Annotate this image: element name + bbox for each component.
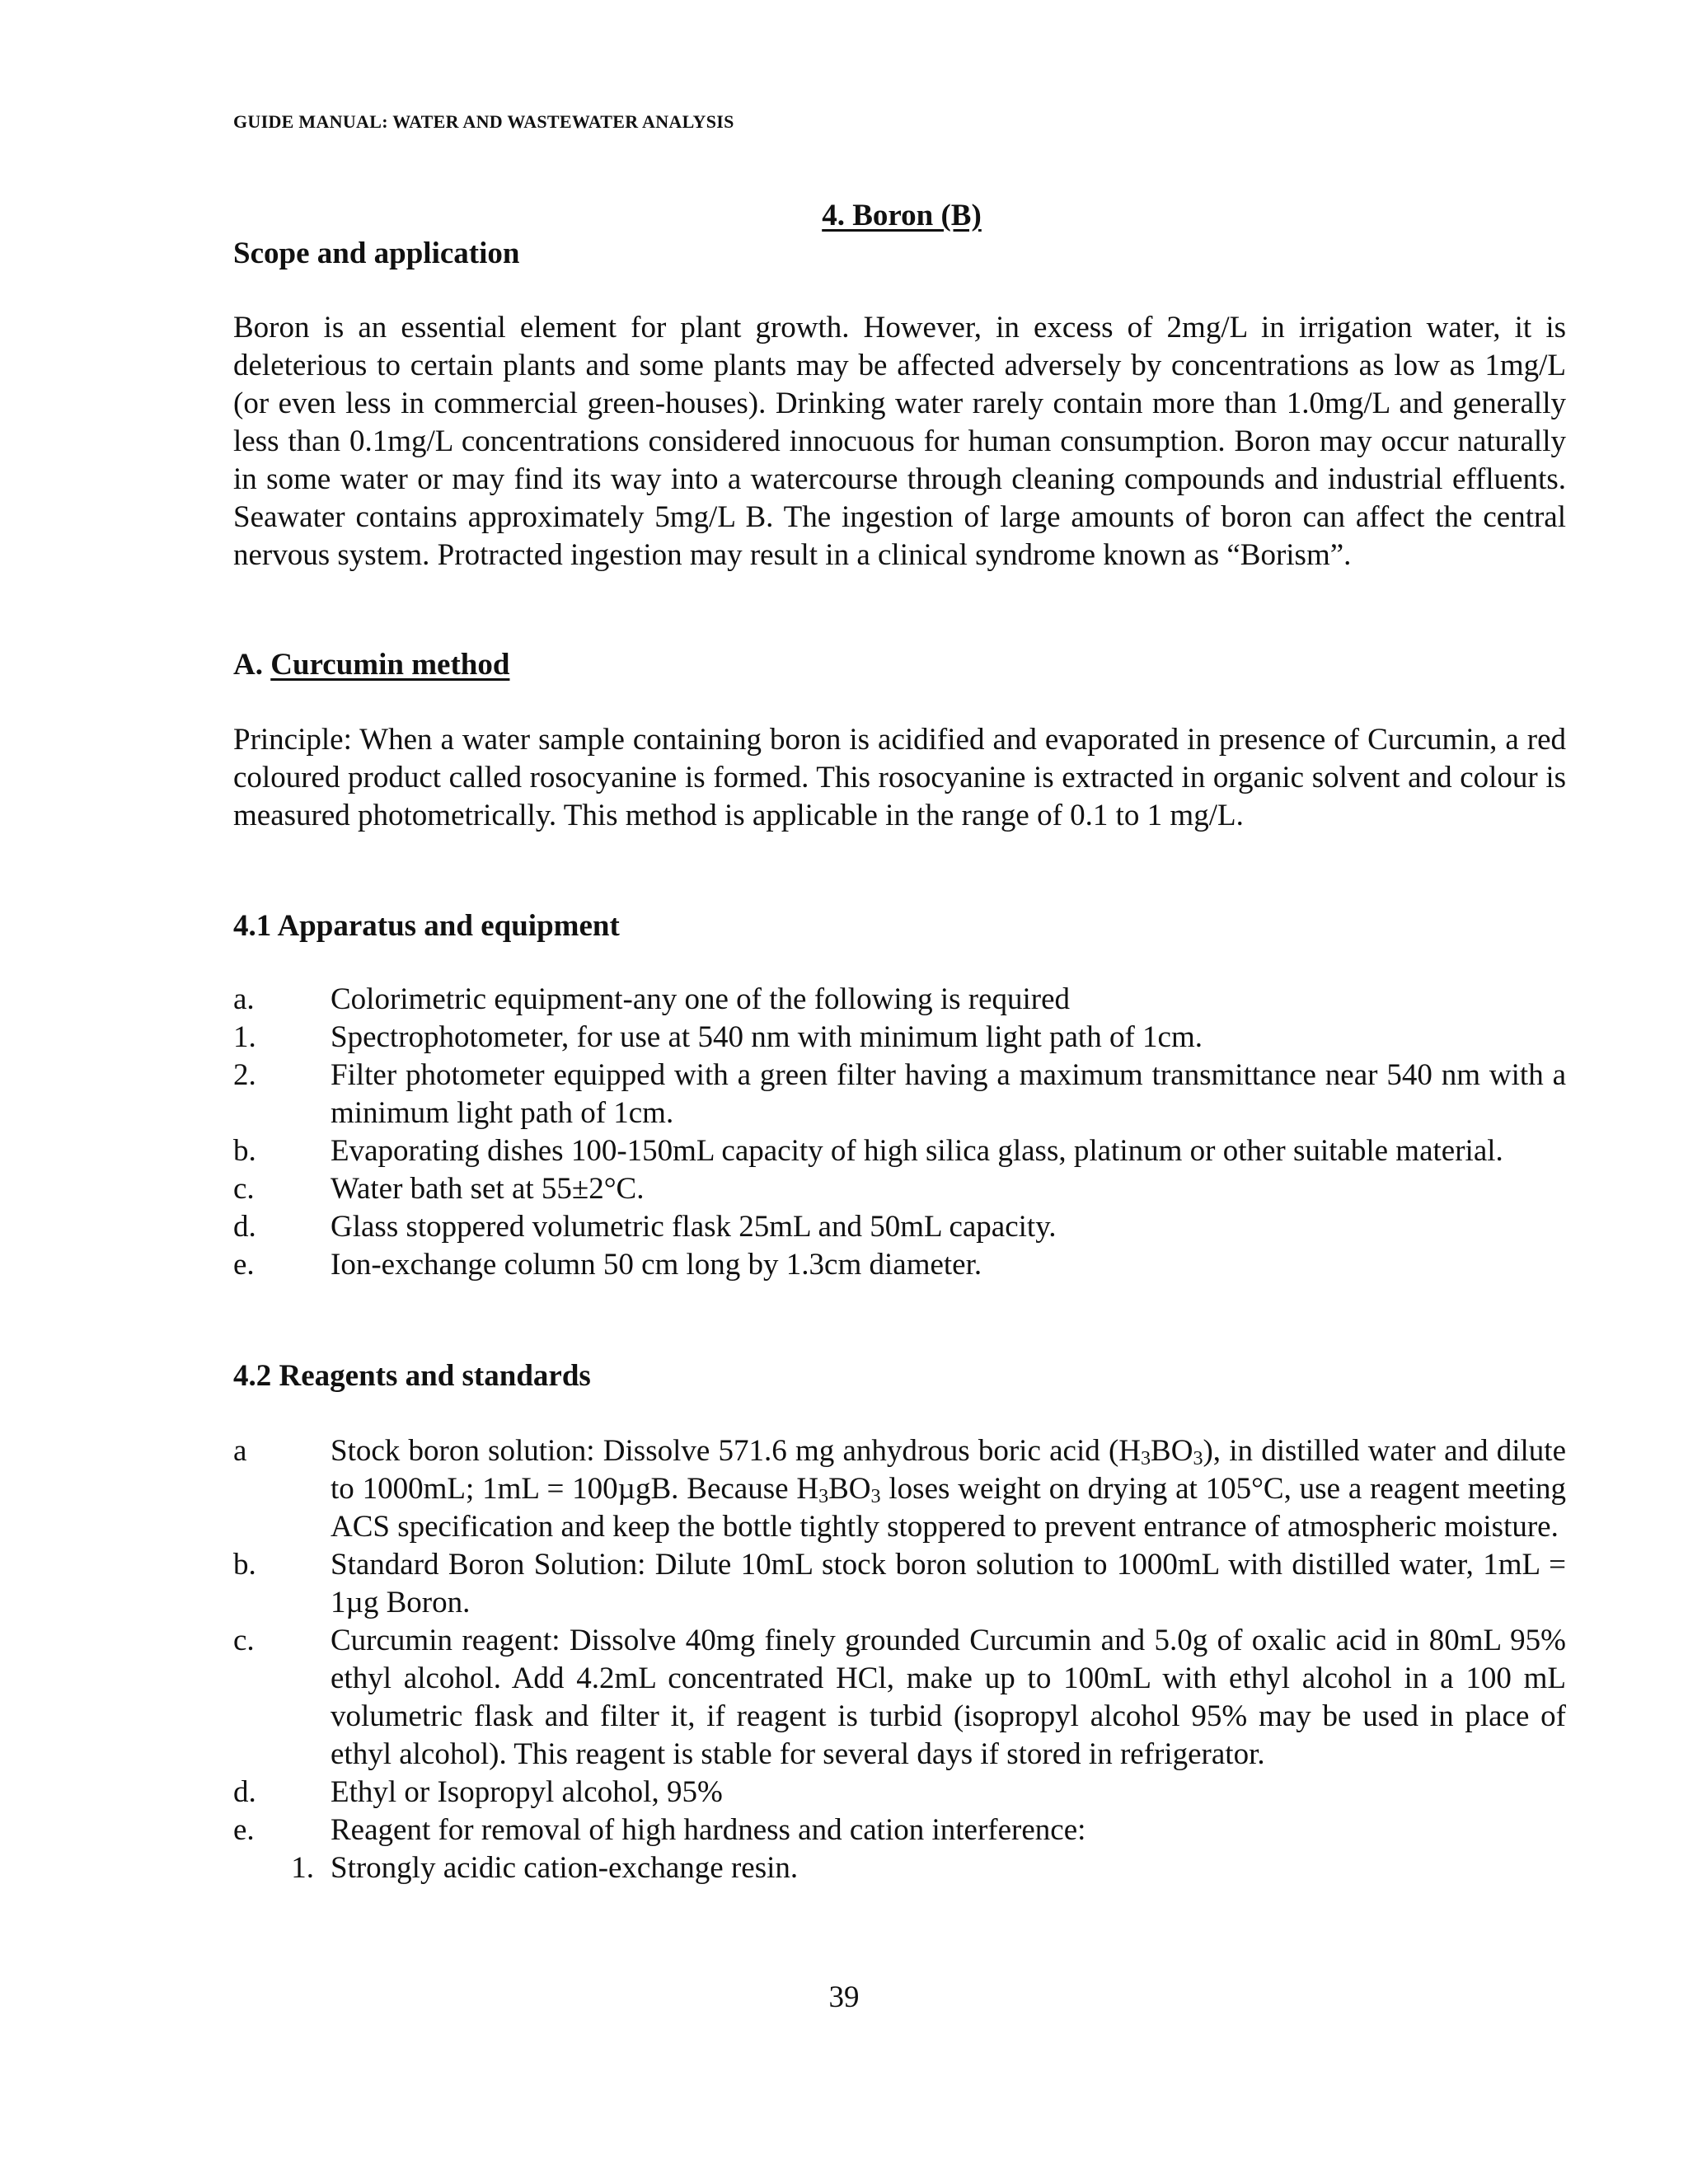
list-marker: e.: [233, 1248, 255, 1282]
method-heading: [233, 647, 509, 682]
list-marker: c.: [233, 1172, 255, 1206]
list-item: [233, 1774, 1566, 1811]
text-run: ), in distilled water and dilute to 1000mL; 1mL = 100µgB. Because H: [331, 1434, 1567, 1506]
text-run: loses weight on drying at 105°C, use a reagent meeting ACS specification and keep the bottle tightly stoppered to prevent entrance of atmospheric moisture.: [331, 1472, 1566, 1544]
reagents-list: [233, 1432, 1566, 1887]
list-item-text: Strongly acidic cation-exchange resin.: [331, 1851, 799, 1885]
principle-paragraph: Principle: When a water sample containing boron is acidified and evaporated in presence of Curcumin, a red coloured product called rosocyanine is formed. This rosocyanine is extracted in organic solvent and colour is measured photometrically. This method is applicable in the range of 0.1 to 1 mg/L.: [233, 723, 1566, 832]
reagents-heading: 4.2 Reagents and standards: [233, 1359, 591, 1393]
list-item-text: [331, 1432, 1566, 1546]
subscript: 3: [1141, 1447, 1151, 1469]
list-item-text: Colorimetric equipment-any one of the following is required: [331, 982, 1071, 1016]
list-item: [233, 1057, 1566, 1132]
text-run: Stock boron solution: Dissolve 571.6 mg anhydrous boric acid (H: [331, 1434, 1141, 1468]
scope-heading: Scope and application: [233, 237, 520, 270]
list-marker: 1.: [233, 1020, 256, 1054]
list-item: [233, 1432, 1566, 1546]
list-item-text: Ion-exchange column 50 cm long by 1.3cm diameter.: [331, 1248, 982, 1282]
list-item-text: Evaporating dishes 100-150mL capacity of high silica glass, platinum or other suitable material.: [331, 1134, 1503, 1168]
apparatus-list: [233, 981, 1566, 1284]
list-marker: 1.: [291, 1851, 314, 1885]
list-item: [233, 1019, 1566, 1057]
method-prefix: A.: [233, 648, 271, 682]
list-item-text: Reagent for removal of high hardness and cation interference:: [331, 1813, 1086, 1847]
list-marker: 2.: [233, 1058, 256, 1092]
list-item-text: Standard Boron Solution: Dilute 10mL stock boron solution to 1000mL with distilled water, 1mL = 1µg Boron.: [331, 1548, 1566, 1619]
text-run: BO: [828, 1472, 871, 1506]
subscript: 3: [1193, 1447, 1203, 1469]
list-item: [233, 1546, 1566, 1622]
list-item: [233, 1208, 1566, 1246]
list-item: [233, 1170, 1566, 1208]
list-item: [233, 1849, 1566, 1887]
list-marker: c.: [233, 1624, 255, 1657]
section-title-text: 4. Boron (B): [822, 199, 982, 232]
running-header: GUIDE MANUAL: WATER AND WASTEWATER ANALYSIS: [233, 111, 734, 132]
method-title: Curcumin method: [270, 648, 510, 682]
text-run: BO: [1151, 1434, 1193, 1468]
list-marker: b.: [233, 1134, 256, 1168]
page-number: 39: [828, 1980, 860, 2014]
list-item-text: Water bath set at 55±2°C.: [331, 1172, 645, 1206]
list-item: [233, 1246, 1566, 1284]
subscript: 3: [870, 1485, 881, 1507]
section-title: [0, 198, 1688, 233]
list-item: [233, 1622, 1566, 1774]
list-marker: e.: [233, 1813, 255, 1847]
list-marker: d.: [233, 1775, 256, 1809]
list-item-text: Curcumin reagent: Dissolve 40mg finely grounded Curcumin and 5.0g of oxalic acid in 80mL 95% ethyl alcohol. Add 4.2mL concentrated HCl, make up to 100mL with ethyl alcohol in a 100 mL volumetric flask and filter it, if reagent is turbid (isopropyl alcohol 95% may be used in place of ethyl alcohol). This reagent is stable for several days if stored in refrigerator.: [331, 1624, 1566, 1771]
list-marker: b.: [233, 1548, 256, 1582]
list-item: [233, 1811, 1566, 1849]
scope-paragraph: Boron is an essential element for plant growth. However, in excess of 2mg/L in irrigation water, it is deleterious to certain plants and some plants may be affected adversely by concentrations as low as 1mg/L (or even less in commercial green-houses). Drinking water rarely contain more than 1.0mg/L and generally less than 0.1mg/L concentrations considered innocuous for human consumption. Boron may occur naturally in some water or may find its way into a watercourse through cleaning compounds and industrial effluents. Seawater contains approximately 5mg/L B. The ingestion of large amounts of boron can affect the central nervous system. Protracted ingestion may result in a clinical syndrome known as “Borism”.: [233, 311, 1566, 572]
list-marker: d.: [233, 1210, 256, 1244]
apparatus-heading: 4.1 Apparatus and equipment: [233, 909, 620, 943]
list-item: [233, 1132, 1566, 1170]
list-item-text: Filter photometer equipped with a green filter having a maximum transmittance near 540 nm with a minimum light path of 1cm.: [331, 1058, 1566, 1130]
list-marker: a: [233, 1434, 247, 1468]
list-marker: a.: [233, 982, 255, 1016]
subscript: 3: [818, 1485, 829, 1507]
list-item-text: Glass stoppered volumetric flask 25mL and 50mL capacity.: [331, 1210, 1057, 1244]
list-item-text: Ethyl or Isopropyl alcohol, 95%: [331, 1775, 723, 1809]
list-item: [233, 981, 1566, 1019]
list-item-text: Spectrophotometer, for use at 540 nm with minimum light path of 1cm.: [331, 1020, 1203, 1054]
